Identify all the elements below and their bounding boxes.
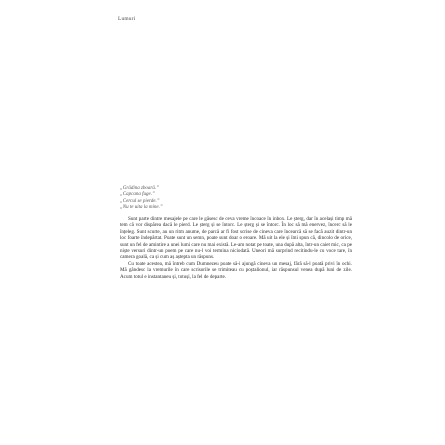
epigraph-line: „Nu te uita la mine.” bbox=[120, 204, 163, 210]
paragraph: Sunt parte dintre mesajele pe care le găsesc de ceva vreme încoace în inbox. Le șterg, dar în același timp mă tem că vor dispărea dacă le pierd. Le șterg și se întorc. Le șterg și se întorc. În loc să mă enervez, încerc să le înțeleg. Sunt scurte, au un ritm anume, de parcă ar fi fost scrise de cineva care încearcă să se facă auzit dintr-un loc foarte îndepărtat. Poate sunt un semn, poate sunt doar o eroare. Mă uit la ele și îmi spun că, dincolo de orice, sunt un fel de amintire a unei lumi care nu mai există. Le-am notat pe toate, una după alta, într-un caiet mic, ca pe niște versuri dintr-un poem pe care nu-l voi termina niciodată. Uneori mă surprind recitindu-le cu voce tare, în camera goală, ca și cum aș aștepta un răspuns. bbox=[120, 216, 352, 261]
paragraph: Cu toate acestea, mă întreb cum Dumnezeu poate să-i ajungă cineva un mesaj, fără să-l poată privi în ochi. Mă gândesc la vremurile în care scrisorile se trimiteau cu poștalionul, iar răspunsul venea după luni de zile. Acum totul e instantaneu și, totuși, la fel de departe. bbox=[120, 260, 352, 280]
epigraph-line: „Cercul se pierde.” bbox=[120, 198, 160, 204]
epigraph-line: „Capcana fuge.” bbox=[120, 192, 155, 198]
body-text bbox=[120, 216, 352, 280]
epigraph-line: „Grădina zboară.” bbox=[120, 186, 159, 191]
running-head: Lumuri bbox=[118, 16, 136, 22]
epigraph bbox=[120, 186, 260, 211]
